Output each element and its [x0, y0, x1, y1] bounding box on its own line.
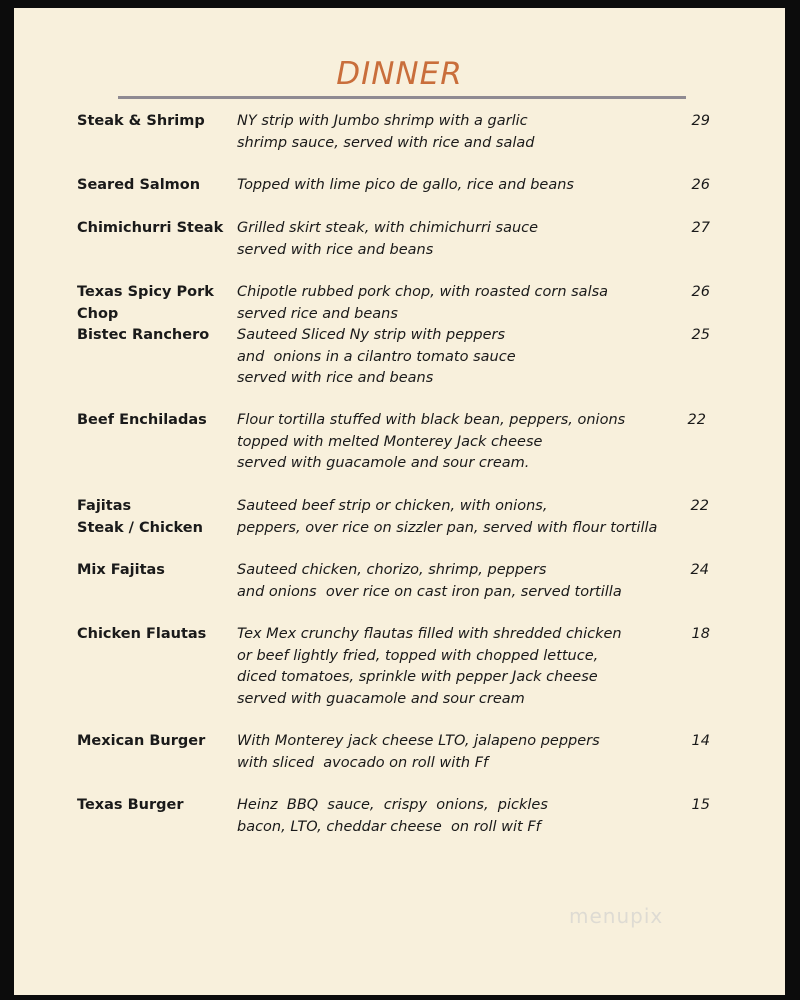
item-name-line: Steak / Chicken	[77, 519, 203, 536]
item-description-line: served with guacamole and sour cream	[237, 690, 525, 707]
item-description-line: bacon, LTO, cheddar cheese on roll wit Ff	[237, 818, 541, 835]
menu-page	[14, 8, 785, 995]
item-description-line: and onions over rice on cast iron pan, served tortilla	[237, 583, 622, 600]
item-price: 26	[691, 284, 710, 300]
item-description-line: or beef lightly fried, topped with chopped lettuce,	[237, 647, 599, 664]
item-name-line: Texas Burger	[77, 797, 184, 813]
item-description-line: Chipotle rubbed pork chop, with roasted corn salsa	[237, 284, 609, 300]
item-description-line: served with rice and beans	[237, 241, 434, 258]
item-description-line: Sauteed chicken, chorizo, shrimp, peppers	[237, 562, 547, 578]
item-name-line: Chop	[77, 305, 119, 322]
item-name	[77, 325, 237, 347]
item-description	[237, 731, 707, 774]
item-name	[77, 175, 237, 197]
item-description	[237, 282, 707, 325]
item-description-line: With Monterey jack cheese LTO, jalapeno peppers	[237, 733, 600, 749]
item-description	[237, 795, 707, 838]
item-name	[77, 282, 237, 325]
item-description-line: Sauteed beef strip or chicken, with onions,	[237, 498, 548, 514]
item-description-line: and onions in a cilantro tomato sauce	[237, 348, 516, 365]
item-description-line: Topped with lime pico de gallo, rice and beans	[237, 177, 574, 193]
item-description-line: shrimp sauce, served with rice and salad	[237, 134, 535, 151]
item-description	[237, 624, 707, 710]
item-description-line: Heinz BBQ sauce, crispy onions, pickles	[237, 797, 548, 813]
item-description	[237, 560, 707, 603]
item-description	[237, 410, 707, 475]
item-description-line: NY strip with Jumbo shrimp with a garlic	[237, 113, 528, 129]
item-description-line: Tex Mex crunchy flautas filled with shredded chicken	[237, 626, 622, 642]
item-name-line: Texas Spicy Pork	[77, 284, 214, 300]
item-description-line: Grilled skirt steak, with chimichurri sauce	[237, 220, 539, 236]
item-name	[77, 111, 237, 133]
item-price: 27	[691, 220, 710, 236]
item-name-line: Bistec Ranchero	[77, 327, 210, 343]
item-price: 22	[690, 498, 709, 514]
item-description-line: Flour tortilla stuffed with black bean, peppers, onions	[237, 412, 626, 428]
item-description	[237, 325, 707, 390]
item-name	[77, 218, 237, 240]
item-description	[237, 218, 707, 261]
item-name-line: Chimichurri Steak	[77, 220, 224, 236]
item-price: 15	[691, 797, 710, 813]
item-description-line: with sliced avocado on roll with Ff	[237, 754, 489, 771]
item-description-line: served with rice and beans	[237, 370, 434, 386]
item-name-line: Beef Enchiladas	[77, 412, 207, 428]
item-price: 24	[690, 562, 709, 578]
item-name-line: Chicken Flautas	[77, 626, 207, 642]
item-name	[77, 410, 237, 432]
item-description-line: topped with melted Monterey Jack cheese	[237, 433, 543, 450]
item-price: 14	[691, 733, 710, 749]
item-description	[237, 111, 707, 154]
title-divider	[118, 96, 686, 99]
item-name	[77, 496, 237, 539]
item-price: 25	[691, 327, 710, 343]
item-description-line: served rice and beans	[237, 305, 398, 322]
item-name-line: Fajitas	[77, 498, 132, 514]
item-description-line: Sauteed Sliced Ny strip with peppers	[237, 327, 506, 343]
item-description-line: peppers, over rice on sizzler pan, served with flour tortilla	[237, 519, 658, 536]
item-description-line: diced tomatoes, sprinkle with pepper Jack cheese	[237, 669, 598, 685]
menu-title: DINNER	[336, 56, 463, 92]
watermark: menupix	[569, 904, 664, 928]
item-name	[77, 795, 237, 817]
item-name	[77, 624, 237, 646]
item-name	[77, 731, 237, 753]
item-name	[77, 560, 237, 582]
item-description	[237, 496, 707, 539]
item-price: 22	[687, 412, 706, 428]
item-price: 26	[691, 177, 710, 193]
item-name-line: Seared Salmon	[77, 177, 201, 193]
item-price: 18	[691, 626, 710, 642]
item-description-line: served with guacamole and sour cream.	[237, 455, 530, 471]
item-description	[237, 175, 707, 197]
item-name-line: Mexican Burger	[77, 733, 206, 749]
item-name-line: Steak & Shrimp	[77, 113, 205, 129]
item-name-line: Mix Fajitas	[77, 562, 165, 578]
item-price: 29	[691, 113, 710, 129]
